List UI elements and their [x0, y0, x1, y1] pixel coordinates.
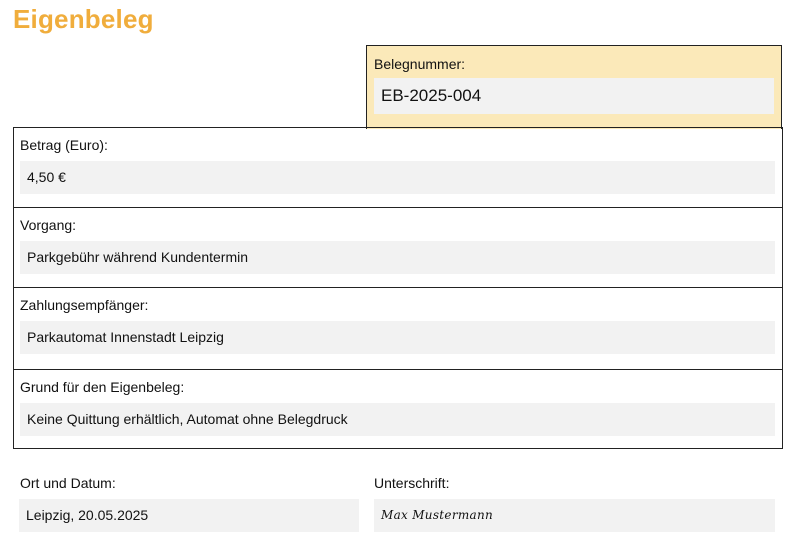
- ort-datum-label: Ort und Datum:: [20, 475, 116, 491]
- zahlungsempfaenger-field[interactable]: Parkautomat Innenstadt Leipzig: [20, 321, 775, 354]
- betrag-row: [14, 128, 782, 208]
- belegnummer-field[interactable]: EB-2025-004: [374, 78, 774, 114]
- vorgang-label: Vorgang:: [20, 217, 77, 233]
- grund-label: Grund für den Eigenbeleg:: [20, 379, 185, 395]
- grund-row: [14, 369, 782, 448]
- grund-field[interactable]: Keine Quittung erhältlich, Automat ohne Belegdruck: [20, 403, 775, 436]
- vorgang-field[interactable]: Parkgebühr während Kundentermin: [20, 241, 775, 274]
- vorgang-row: [14, 207, 782, 288]
- ort-datum-field[interactable]: Leipzig, 20.05.2025: [19, 499, 359, 532]
- receipt-details-table: [13, 127, 783, 449]
- belegnummer-label: Belegnummer:: [374, 56, 466, 72]
- document-title: Eigenbeleg: [13, 4, 154, 34]
- betrag-label: Betrag (Euro):: [20, 137, 108, 153]
- unterschrift-label: Unterschrift:: [374, 475, 450, 491]
- belegnummer-section: [366, 45, 782, 129]
- unterschrift-field[interactable]: Max Mustermann: [374, 499, 775, 532]
- betrag-field[interactable]: 4,50 €: [20, 161, 775, 194]
- zahlungsempfaenger-label: Zahlungsempfänger:: [20, 297, 149, 313]
- zahlungsempfaenger-row: [14, 287, 782, 370]
